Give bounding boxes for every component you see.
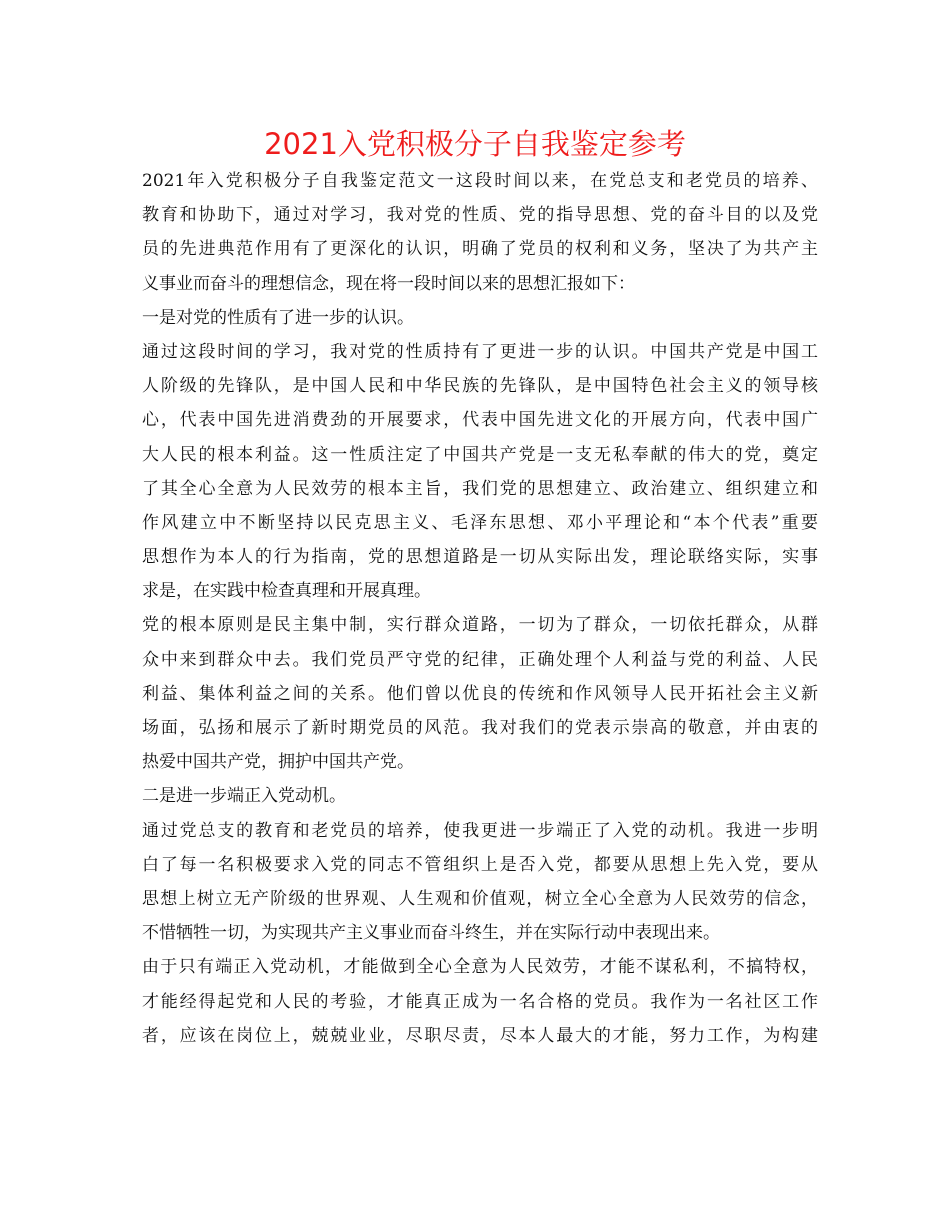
text-line: 者，应该在岗位上，兢兢业业，尽职尽责，尽本人最大的才能，努力工作，为构建 — [142, 1025, 818, 1046]
text-line: 通过这段时间的学习，我对党的性质持有了更进一步的认识。中国共产党是中国工 — [142, 341, 818, 362]
text-line: 通过党总支的教育和老党员的培养，使我更进一步端正了入党的动机。我进一步明 — [142, 820, 818, 841]
text-line: 众中来到群众中去。我们党员严守党的纪律，正确处理个人利益与党的利益、人民 — [142, 649, 818, 670]
text-line: 热爱中国共产党，拥护中国共产党。 — [142, 752, 414, 773]
text-line: 党的根本原则是民主集中制，实行群众道路，一切为了群众，一切依托群众，从群 — [142, 615, 818, 636]
text-line: 人阶级的先锋队，是中国人民和中华民族的先锋队，是中国特色社会主义的领导核 — [142, 376, 818, 397]
text-line: 心，代表中国先进消费劲的开展要求，代表中国先进文化的开展方向，代表中国广 — [142, 410, 818, 431]
text-line: 二是进一步端正入党动机。 — [142, 786, 346, 807]
text-line: 不惜牺牲一切，为实现共产主义事业而奋斗终生，并在实际行动中表现出来。 — [142, 923, 720, 944]
text-line: 白了每一名积极要求入党的同志不管组织上是否入党，都要从思想上先入党，要从 — [142, 854, 818, 875]
text-line: 由于只有端正入党动机，才能做到全心全意为人民效劳，才能不谋私利，不搞特权， — [142, 957, 818, 978]
document-title: 2021入党积极分子自我鉴定参考 — [264, 127, 686, 161]
text-line: 大人民的根本利益。这一性质注定了中国共产党是一支无私奉献的伟大的党，奠定 — [142, 444, 818, 465]
text-line: 一是对党的性质有了进一步的认识。 — [142, 307, 414, 328]
text-line: 场面，弘扬和展示了新时期党员的风范。我对我们的党表示崇高的敬意，并由衷的 — [142, 718, 818, 738]
text-line: 才能经得起党和人民的考验，才能真正成为一名合格的党员。我作为一名社区工作 — [142, 991, 818, 1012]
text-line: 2021年入党积极分子自我鉴定范文一这段时间以来，在党总支和老党员的培养、 — [142, 171, 818, 191]
text-line: 思想上树立无产阶级的世界观、人生观和价值观，树立全心全意为人民效劳的信念， — [142, 888, 818, 909]
text-line: 利益、集体利益之间的关系。他们曾以优良的传统和作风领导人民开拓社会主义新 — [142, 683, 818, 704]
text-line: 作风建立中不断坚持以民克思主义、毛泽东思想、邓小平理论和“本个代表”重要 — [142, 512, 818, 533]
text-line: 思想作为本人的行为指南，党的思想道路是一切从实际出发，理论联络实际，实事 — [142, 547, 818, 568]
text-line: 了其全心全意为人民效劳的根本主旨，我们党的思想建立、政治建立、组织建立和 — [142, 478, 818, 499]
text-line: 员的先进典范作用有了更深化的认识，明确了党员的权利和义务，坚决了为共产主 — [142, 239, 818, 260]
text-line: 义事业而奋斗的理想信念，现在将一段时间以来的思想汇报如下： — [142, 273, 635, 294]
document-body — [142, 164, 818, 1053]
text-line: 求是，在实践中检查真理和开展真理。 — [142, 581, 431, 602]
text-line: 教育和协助下，通过对学习，我对党的性质、党的指导思想、党的奋斗目的以及党 — [142, 205, 818, 226]
